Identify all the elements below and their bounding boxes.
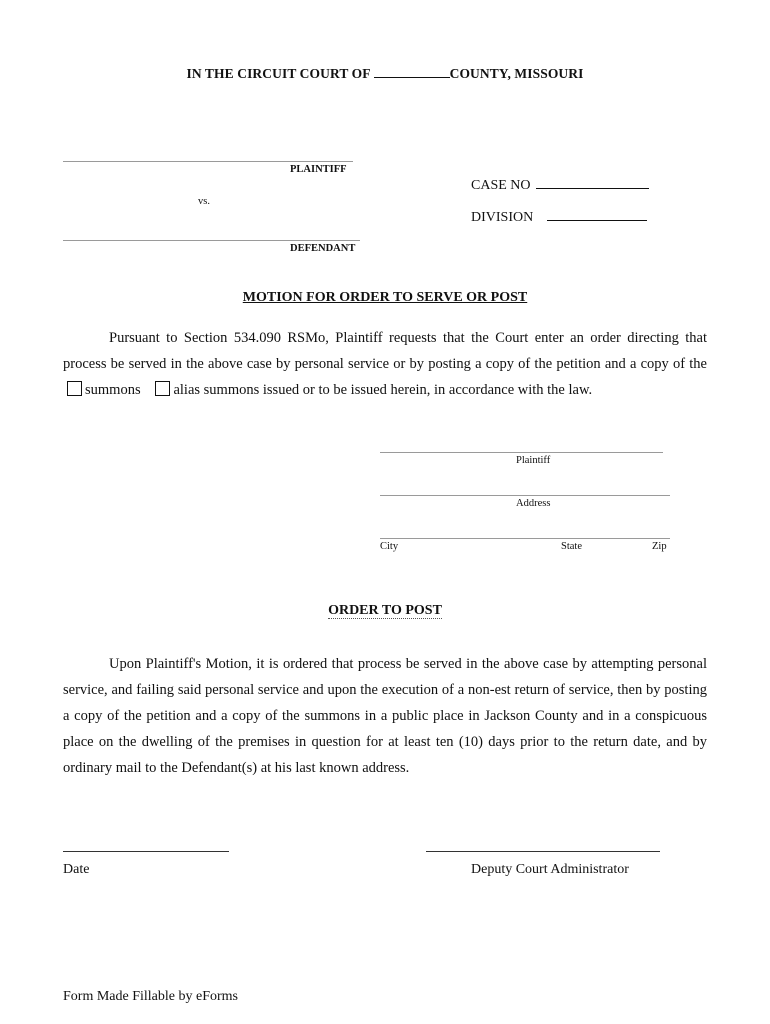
motion-heading-text: MOTION FOR ORDER TO SERVE OR POST xyxy=(242,290,528,305)
deputy-label: Deputy Court Administrator xyxy=(471,862,629,877)
division-row xyxy=(471,210,647,226)
date-label: Date xyxy=(63,862,90,877)
court-title-suffix: COUNTY, MISSOURI xyxy=(449,66,584,81)
deputy-signature-field[interactable] xyxy=(426,851,660,852)
order-text: Upon Plaintiff's Motion, it is ordered that process be served in the above case by attempting personal service, and failing said personal service and upon the execution of a non-est return of service, then by posting a copy of the petition and a copy of the summons in a public place in Jackson County and in a conspicuous place on the dwelling of the premises in question for at least ten (10) days prior to the return date, and by ordinary mail to the Defendant(s) at his last known address. xyxy=(63,656,707,776)
plaintiff-caption-label: PLAINTIFF xyxy=(290,164,347,175)
order-heading xyxy=(0,603,770,619)
summons-label: summons xyxy=(85,382,141,398)
court-title-prefix: IN THE CIRCUIT COURT OF xyxy=(186,66,374,81)
footer-text: Form Made Fillable by eForms xyxy=(63,989,238,1004)
county-field[interactable] xyxy=(374,77,450,78)
motion-text: Pursuant to Section 534.090 RSMo, Plaintiff requests that the Court enter an order directing that process be served in the above case by personal service or by posting a copy of the petition and a copy of the xyxy=(63,330,707,372)
plaintiff-signature-field[interactable] xyxy=(380,452,663,453)
city-state-zip-field[interactable] xyxy=(380,538,670,539)
alias-summons-text: alias summons issued or to be issued herein, in accordance with the law. xyxy=(173,382,593,398)
city-label: City xyxy=(380,541,399,552)
vs-label: vs. xyxy=(198,196,210,207)
case-no-row xyxy=(471,178,649,194)
case-no-field[interactable] xyxy=(536,188,649,189)
address-label: Address xyxy=(516,498,551,509)
defendant-caption-label: DEFENDANT xyxy=(290,243,356,254)
zip-label: Zip xyxy=(652,541,667,552)
date-field[interactable] xyxy=(63,851,229,852)
motion-paragraph xyxy=(63,325,707,403)
summons-checkbox[interactable] xyxy=(67,381,82,396)
plaintiff-name-field[interactable] xyxy=(63,161,353,162)
plaintiff-signature-label: Plaintiff xyxy=(516,455,551,466)
address-field[interactable] xyxy=(380,495,670,496)
alias-summons-checkbox[interactable] xyxy=(155,381,170,396)
division-label: DIVISION xyxy=(471,210,534,225)
division-field[interactable] xyxy=(547,220,647,221)
order-heading-text: ORDER TO POST xyxy=(328,603,442,618)
motion-heading xyxy=(0,290,770,306)
case-no-label: CASE NO xyxy=(471,178,531,193)
court-title xyxy=(0,66,770,82)
defendant-name-field[interactable] xyxy=(63,240,360,241)
state-label: State xyxy=(561,541,582,552)
order-paragraph xyxy=(63,651,707,781)
